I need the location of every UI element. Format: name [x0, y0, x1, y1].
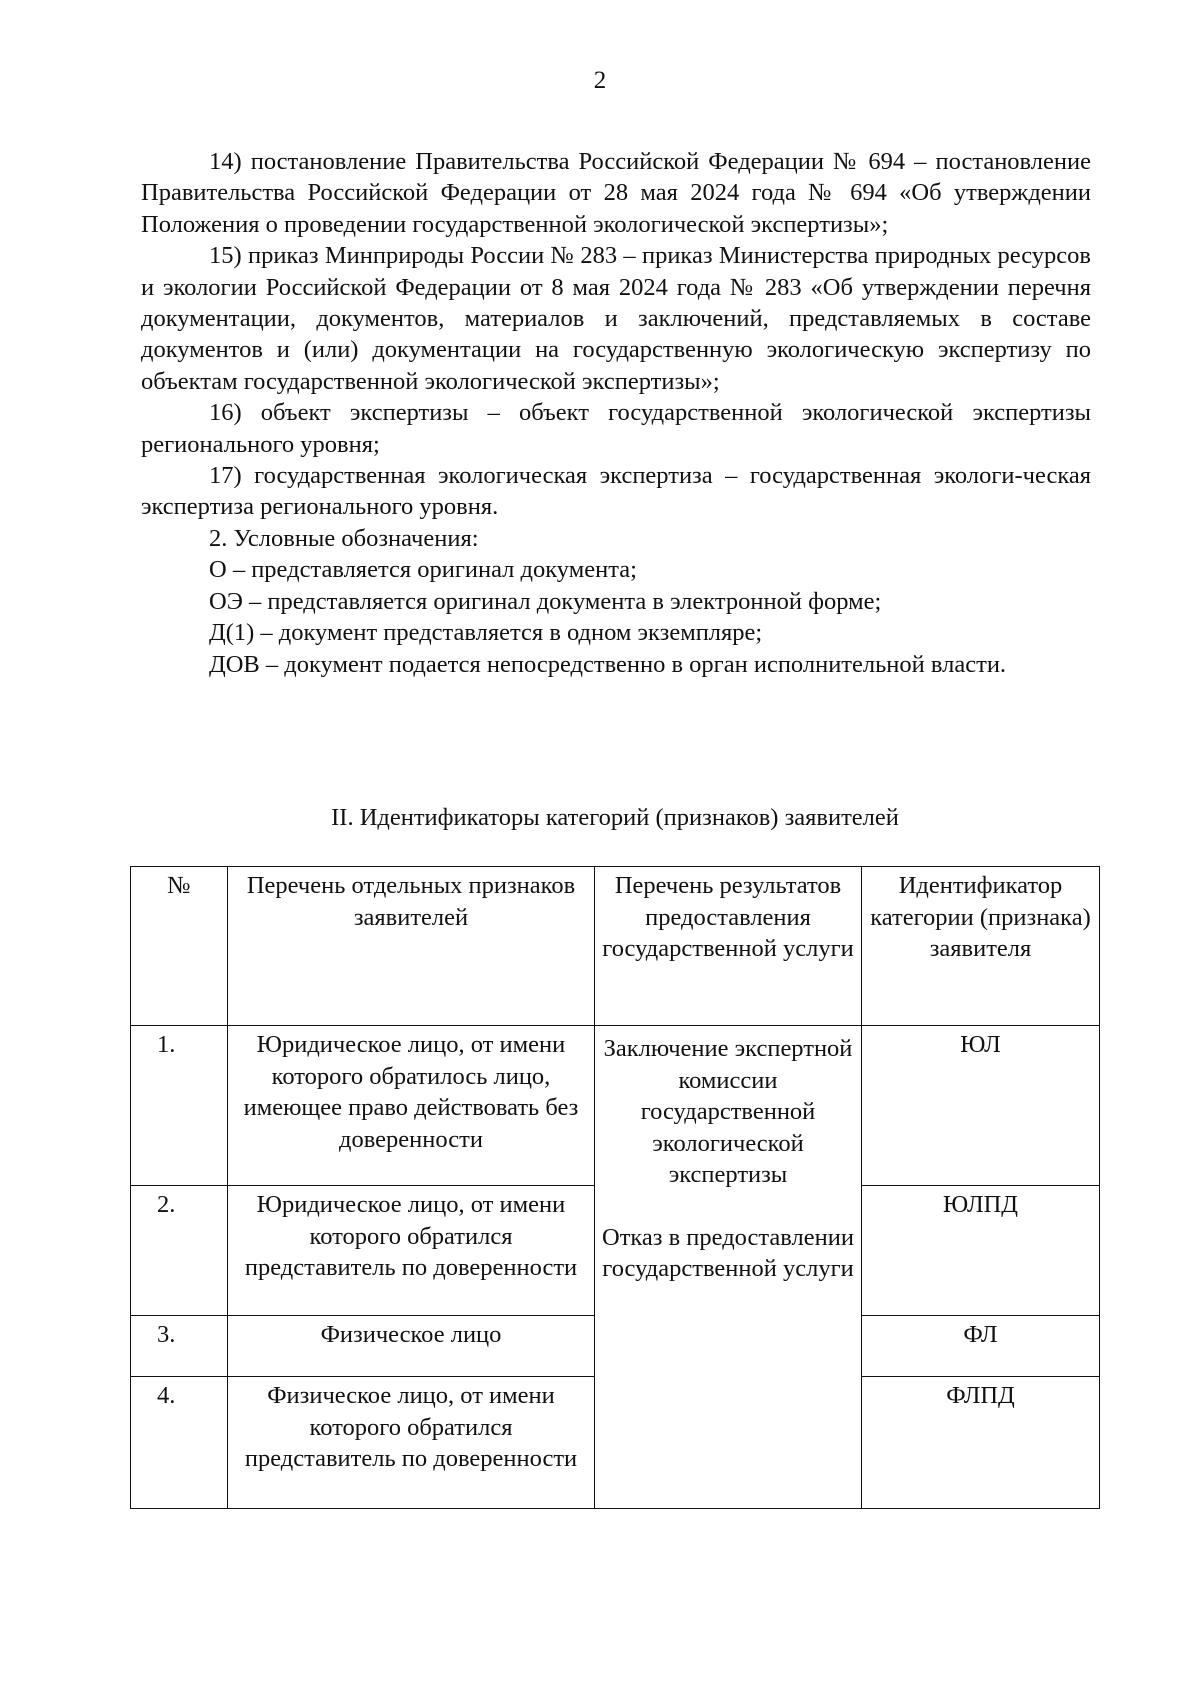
row-identifier: ФЛПД: [862, 1377, 1100, 1509]
row-number: 1.: [131, 1026, 228, 1186]
paragraph-15: 15) приказ Минприроды России № 283 – приказ Министерства природных ресурсов и экологии Российской Федерации от 8 мая 2024 года № 283 «Об утверждении перечня документации, документов, материалов и заключений, представляемых в составе документов и (или) документации на государственную экологическую экспертизу по объектам государственной экологической экспертизы»;: [141, 242, 1091, 395]
row-feature: Физическое лицо, от имени которого обратился представитель по доверенности: [228, 1377, 595, 1509]
header-number: №: [131, 867, 228, 1026]
row-feature: Физическое лицо: [228, 1316, 595, 1377]
page-number: 2: [593, 67, 607, 94]
section-title: II. Идентификаторы категорий (признаков) заявителей: [331, 804, 899, 831]
header-features: Перечень отдельных признаков заявителей: [228, 867, 595, 1026]
header-identifier: Идентификатор категории (признака) заявителя: [862, 867, 1100, 1026]
paragraph-16: 16) объект экспертизы – объект государственной экологической экспертизы регионального уровня;: [141, 399, 1091, 458]
table-header-row: [131, 867, 1100, 1026]
result-refusal: Отказ в предоставлении государственной услуги: [602, 1223, 854, 1282]
header-results: Перечень результатов предоставления государственной услуги: [595, 867, 862, 1026]
row-feature: Юридическое лицо, от имени которого обратилось лицо, имеющее право действовать без доверенности: [228, 1026, 595, 1186]
row-number: 2.: [131, 1186, 228, 1316]
legend-item-d1: Д(1) – документ представляется в одном экземпляре;: [209, 619, 763, 647]
row-feature: Юридическое лицо, от имени которого обратился представитель по доверенности: [228, 1186, 595, 1316]
row-number: 4.: [131, 1377, 228, 1509]
table-row: [131, 1026, 1100, 1186]
row-number: 3.: [131, 1316, 228, 1377]
legend-item-oe: ОЭ – представляется оригинал документа в электронной форме;: [209, 587, 882, 615]
paragraph-14: 14) постановление Правительства Российской Федерации № 694 – постановление Правительства Российской Федерации от 28 мая 2024 года № 694 «Об утверждении Положения о проведении государственной экологической экспертизы»;: [141, 148, 1091, 238]
row-identifier: ФЛ: [862, 1316, 1100, 1377]
paragraph-17: 17) государственная экологическая экспертиза – государственная экологи-ческая экспертиза регионального уровня.: [141, 462, 1091, 521]
row-identifier: ЮЛПД: [862, 1186, 1100, 1316]
row-identifier: ЮЛ: [862, 1026, 1100, 1186]
applicant-categories-table: [130, 866, 1100, 1509]
body-text: [141, 146, 1091, 680]
legend-item-dov: ДОВ – документ подается непосредственно в орган исполнительной власти.: [209, 650, 1007, 678]
result-conclusion: Заключение экспертной комиссии государственной экологической экспертизы: [603, 1035, 853, 1188]
results-cell: [595, 1026, 862, 1509]
paragraph-legend-heading: 2. Условные обозначения:: [209, 524, 479, 552]
legend-item-o: О – представляется оригинал документа;: [209, 556, 637, 584]
